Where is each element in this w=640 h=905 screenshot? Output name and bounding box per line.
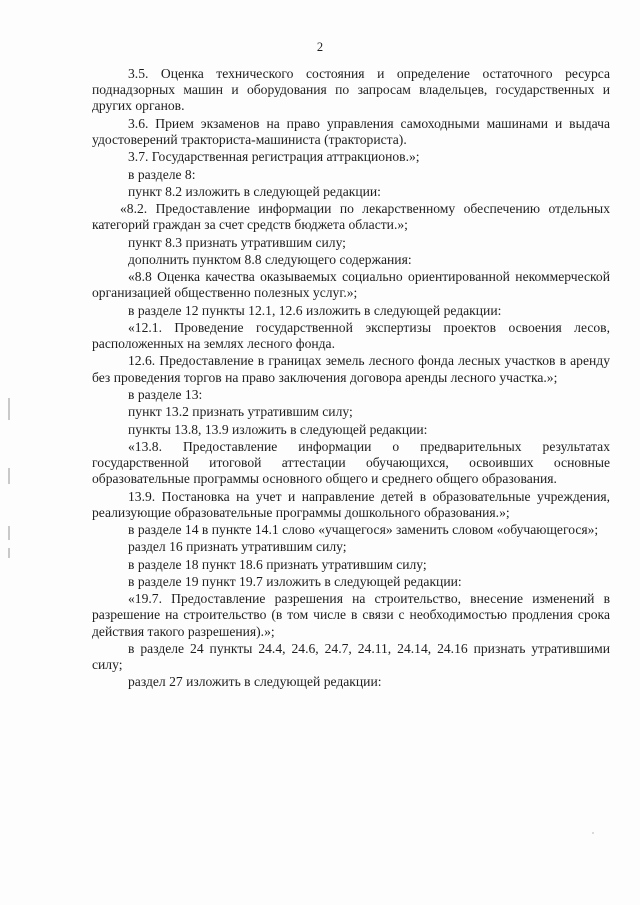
scan-margin-mark [8, 548, 10, 558]
paragraph: пункты 13.8, 13.9 изложить в следующей редакции: [128, 421, 428, 437]
paragraph: в разделе 14 в пункте 14.1 слово «учащегося» заменить словом «обучающегося»; [128, 522, 599, 538]
paragraph: 3.7. Государственная регистрация аттракционов.»; [128, 149, 420, 165]
paragraph: 12.6. Предоставление в границах земель лесного фонда лесных участков в аренду без проведения торгов на право заключения договора аренды лесного участка.»; [92, 353, 610, 385]
page-number: 2 [316, 40, 324, 54]
paragraph: раздел 27 изложить в следующей редакции: [128, 674, 382, 690]
paragraph: 3.5. Оценка технического состояния и определение остаточного ресурса поднадзорных машин и оборудования по запросам владельцев, государственных и других органов. [92, 66, 610, 114]
paragraph: в разделе 8: [128, 166, 196, 182]
scan-margin-mark [8, 468, 10, 484]
scan-margin-mark [8, 526, 10, 540]
paragraph: пункт 8.3 признать утратившим силу; [128, 234, 346, 250]
scan-speck [592, 832, 594, 834]
scan-margin-mark [8, 398, 10, 420]
paragraph: пункт 13.2 признать утратившим силу; [128, 404, 353, 420]
paragraph: пункт 8.2 изложить в следующей редакции: [128, 183, 381, 199]
paragraph: «13.8. Предоставление информации о предварительных результатах государственной итоговой аттестации обучающихся, освоивших основные образовательные программы основного общего и среднего общего образования. [92, 438, 610, 487]
paragraph: 13.9. Постановка на учет и направление детей в образовательные учреждения, реализующие образовательные программы дошкольного образования.»; [92, 488, 610, 520]
paragraph: в разделе 18 пункт 18.6 признать утратившим силу; [128, 556, 427, 572]
paragraph: в разделе 19 пункт 19.7 изложить в следующей редакции: [128, 573, 462, 589]
document-body [92, 66, 610, 692]
paragraph: «12.1. Проведение государственной экспертизы проектов освоения лесов, расположенных на землях лесного фонда. [92, 319, 610, 352]
paragraph: 3.6. Прием экзаменов на право управления самоходными машинами и выдача удостоверений тракториста-машиниста (тракториста). [92, 115, 610, 147]
paragraph: «8.2. Предоставление информации по лекарственному обеспечению отдельных категорий граждан за счет средств бюджета области.»; [92, 201, 610, 233]
paragraph: «8.8 Оценка качества оказываемых социально ориентированной некоммерческой организацией общественно полезных услуг.»; [92, 269, 610, 301]
paragraph: «19.7. Предоставление разрешения на строительство, внесение изменений в разрешение на строительство (в том числе в связи с необходимостью продления срока действия такого разрешения).»; [92, 591, 610, 639]
paragraph: в разделе 24 пункты 24.4, 24.6, 24.7, 24.11, 24.14, 24.16 признать утратившими силу; [92, 640, 610, 673]
paragraph: дополнить пунктом 8.8 следующего содержания: [128, 251, 412, 267]
paragraph: раздел 16 признать утратившим силу; [128, 539, 347, 555]
paragraph: в разделе 13: [128, 386, 203, 402]
paragraph: в разделе 12 пункты 12.1, 12.6 изложить в следующей редакции: [128, 302, 502, 318]
